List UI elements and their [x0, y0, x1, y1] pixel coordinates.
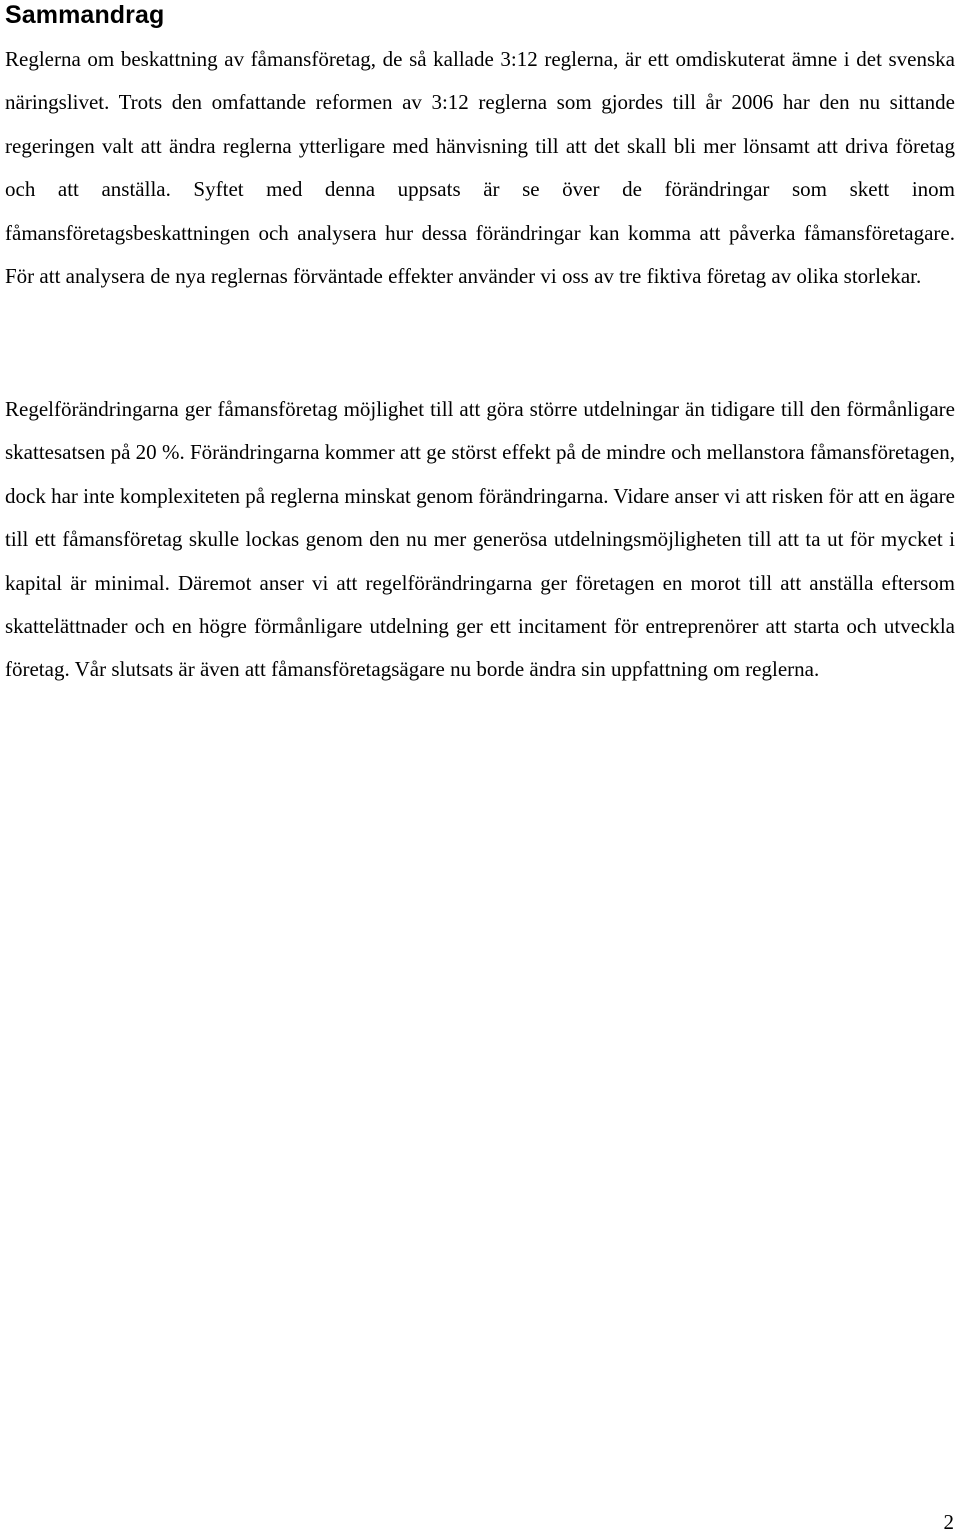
paragraph-1: Reglerna om beskattning av fåmansföretag, de så kallade 3:12 reglerna, är ett omdiskuterat ämne i det svenska näringslivet. Trots den omfattande reformen av 3:12 reglerna som gjordes till år 2006 har den nu sittande regeringen valt att ändra reglerna ytterligare med hänvisning till att det skall bli mer lönsamt att driva företag och att anställa. Syftet med denna uppsats är se över de förändringar som skett inom fåmansföretagsbeskattningen och analysera hur dessa förändringar kan komma att påverka fåmansföretagare. För att analysera de nya reglernas förväntade effekter använder vi oss av tre fiktiva företag av olika storlekar. [5, 47, 955, 289]
section-heading: Sammandrag [5, 1, 165, 29]
paragraph-2: Regelförändringarna ger fåmansföretag möjlighet till att göra större utdelningar än tidigare till den förmånligare skattesatsen på 20 %. Förändringarna kommer att ge störst effekt på de mindre och mellanstora fåmansföretagen, dock har inte komplexiteten på reglerna minskat genom förändringarna. Vidare anser vi att risken för att en ägare till ett fåmansföretag skulle lockas genom den nu mer generösa utdelningsmöjligheten till att ta ut för mycket i kapital är minimal. Däremot anser vi att regelförändringarna ger företagen en morot till att anställa eftersom skattelättnader och en högre förmånligare utdelning ger ett incitament för entreprenörer att starta och utveckla företag. Vår slutsats är även att fåmansföretagsägare nu borde ändra sin uppfattning om reglerna. [5, 397, 955, 682]
page-number: 2 [943, 1510, 954, 1534]
